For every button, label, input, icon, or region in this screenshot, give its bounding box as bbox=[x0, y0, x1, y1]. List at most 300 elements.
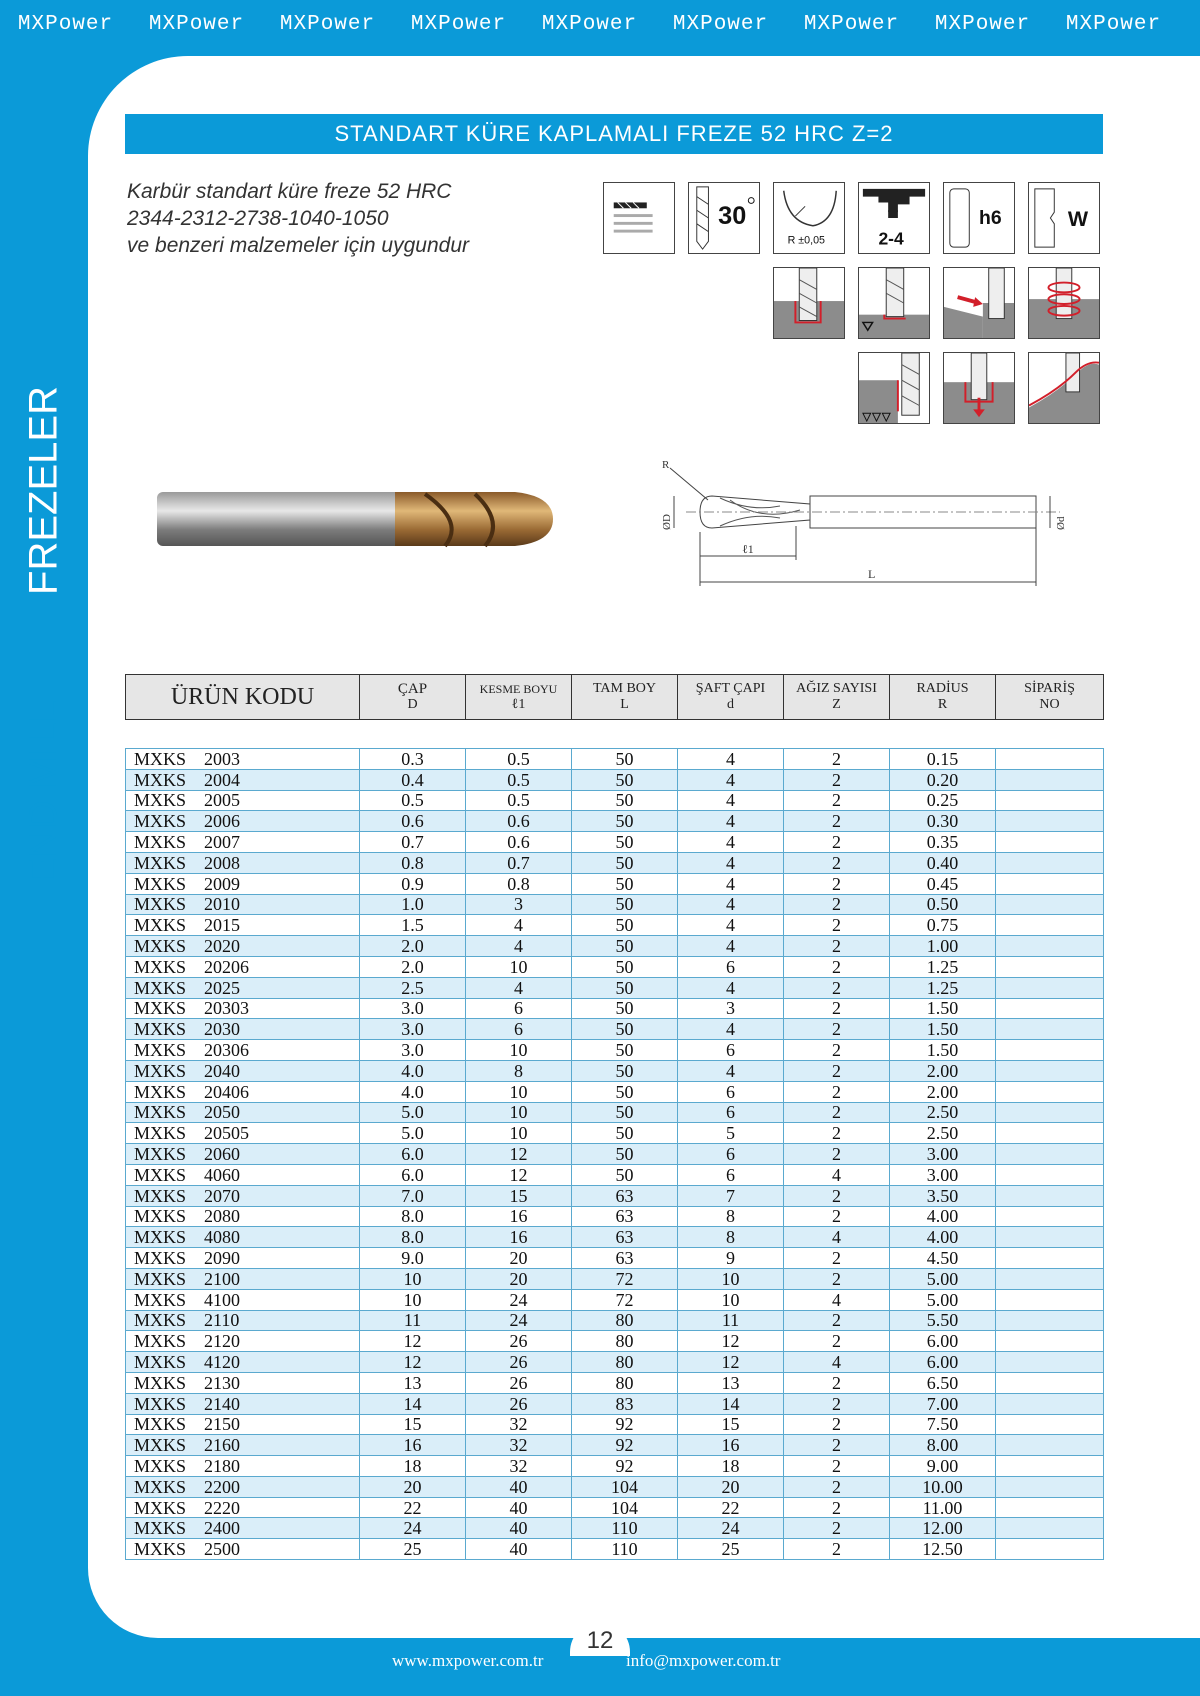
cell-code: MXKS 2220 bbox=[126, 1497, 360, 1518]
cell-radius: 4.00 bbox=[890, 1206, 996, 1227]
cell-agiz-sayisi: 2 bbox=[784, 1206, 890, 1227]
cell-kesme-boyu: 0.5 bbox=[466, 769, 572, 790]
cell-kesme-boyu: 10 bbox=[466, 1123, 572, 1144]
cell-kesme-boyu: 0.5 bbox=[466, 790, 572, 811]
cell-siparis-no[interactable] bbox=[996, 1040, 1104, 1061]
cell-tam-boy: 63 bbox=[572, 1206, 678, 1227]
page-number: 12 bbox=[570, 1622, 630, 1656]
cell-siparis-no[interactable] bbox=[996, 1289, 1104, 1310]
cell-saft-capi: 25 bbox=[678, 1539, 784, 1560]
cell-siparis-no[interactable] bbox=[996, 915, 1104, 936]
cell-siparis-no[interactable] bbox=[996, 832, 1104, 853]
cell-kesme-boyu: 6 bbox=[466, 998, 572, 1019]
table-row bbox=[126, 1040, 1104, 1061]
cell-radius: 3.50 bbox=[890, 1185, 996, 1206]
cell-code: MXKS 20306 bbox=[126, 1040, 360, 1061]
cell-tam-boy: 50 bbox=[572, 769, 678, 790]
cell-code: MXKS 2007 bbox=[126, 832, 360, 853]
cell-saft-capi: 4 bbox=[678, 769, 784, 790]
cell-cap: 3.0 bbox=[360, 998, 466, 1019]
table-row bbox=[126, 1352, 1104, 1373]
cell-cap: 1.5 bbox=[360, 915, 466, 936]
page-title: STANDART KÜRE KAPLAMALI FREZE 52 HRC Z=2 bbox=[125, 114, 1103, 154]
cell-tam-boy: 50 bbox=[572, 956, 678, 977]
cell-agiz-sayisi: 2 bbox=[784, 790, 890, 811]
cell-cap: 0.8 bbox=[360, 852, 466, 873]
cell-siparis-no[interactable] bbox=[996, 936, 1104, 957]
header-radius: RADİUS R bbox=[890, 675, 996, 720]
cell-kesme-boyu: 40 bbox=[466, 1476, 572, 1497]
cell-code: MXKS 2009 bbox=[126, 873, 360, 894]
cell-cap: 3.0 bbox=[360, 1040, 466, 1061]
slotting-icon bbox=[773, 267, 845, 339]
description-line: Karbür standart küre freze 52 HRC bbox=[127, 180, 452, 203]
cell-agiz-sayisi: 2 bbox=[784, 1123, 890, 1144]
cell-kesme-boyu: 26 bbox=[466, 1393, 572, 1414]
cell-code: MXKS 2110 bbox=[126, 1310, 360, 1331]
cell-kesme-boyu: 40 bbox=[466, 1539, 572, 1560]
cell-siparis-no[interactable] bbox=[996, 1518, 1104, 1539]
cell-radius: 0.15 bbox=[890, 749, 996, 770]
table-row bbox=[126, 1227, 1104, 1248]
table-row bbox=[126, 1539, 1104, 1560]
cell-kesme-boyu: 4 bbox=[466, 936, 572, 957]
cell-agiz-sayisi: 2 bbox=[784, 998, 890, 1019]
side-finishing-icon bbox=[858, 352, 930, 424]
cell-siparis-no[interactable] bbox=[996, 1476, 1104, 1497]
cell-siparis-no[interactable] bbox=[996, 1372, 1104, 1393]
cell-radius: 1.50 bbox=[890, 998, 996, 1019]
table-row bbox=[126, 1372, 1104, 1393]
cell-siparis-no[interactable] bbox=[996, 956, 1104, 977]
cell-kesme-boyu: 6 bbox=[466, 1019, 572, 1040]
cell-tam-boy: 92 bbox=[572, 1456, 678, 1477]
cell-cap: 6.0 bbox=[360, 1164, 466, 1185]
cell-radius: 7.00 bbox=[890, 1393, 996, 1414]
cell-agiz-sayisi: 4 bbox=[784, 1227, 890, 1248]
table-row bbox=[126, 1414, 1104, 1435]
cell-cap: 3.0 bbox=[360, 1019, 466, 1040]
cell-saft-capi: 4 bbox=[678, 894, 784, 915]
cell-cap: 12 bbox=[360, 1331, 466, 1352]
cell-siparis-no[interactable] bbox=[996, 1268, 1104, 1289]
cell-kesme-boyu: 26 bbox=[466, 1372, 572, 1393]
description-line: 2344-2312-2738-1040-1050 bbox=[127, 207, 389, 230]
cell-tam-boy: 80 bbox=[572, 1352, 678, 1373]
cell-kesme-boyu: 24 bbox=[466, 1310, 572, 1331]
cell-siparis-no[interactable] bbox=[996, 790, 1104, 811]
table-row bbox=[126, 1476, 1104, 1497]
table-row bbox=[126, 1497, 1104, 1518]
cell-cap: 15 bbox=[360, 1414, 466, 1435]
cell-radius: 11.00 bbox=[890, 1497, 996, 1518]
cell-radius: 1.25 bbox=[890, 977, 996, 998]
cell-kesme-boyu: 20 bbox=[466, 1268, 572, 1289]
cell-agiz-sayisi: 2 bbox=[784, 1185, 890, 1206]
side-labels bbox=[0, 340, 88, 900]
cell-code: MXKS 2030 bbox=[126, 1019, 360, 1040]
cell-code: MXKS 2200 bbox=[126, 1476, 360, 1497]
cell-agiz-sayisi: 2 bbox=[784, 1414, 890, 1435]
cell-code: MXKS 2010 bbox=[126, 894, 360, 915]
cell-kesme-boyu: 26 bbox=[466, 1352, 572, 1373]
cell-agiz-sayisi: 2 bbox=[784, 852, 890, 873]
cell-siparis-no[interactable] bbox=[996, 1019, 1104, 1040]
cell-siparis-no[interactable] bbox=[996, 1102, 1104, 1123]
cell-kesme-boyu: 24 bbox=[466, 1289, 572, 1310]
table-row bbox=[126, 1164, 1104, 1185]
cell-tam-boy: 63 bbox=[572, 1248, 678, 1269]
cell-code: MXKS 2150 bbox=[126, 1414, 360, 1435]
table-row bbox=[126, 894, 1104, 915]
cell-code: MXKS 2500 bbox=[126, 1539, 360, 1560]
product-description bbox=[127, 178, 469, 259]
cell-agiz-sayisi: 2 bbox=[784, 894, 890, 915]
cell-cap: 10 bbox=[360, 1268, 466, 1289]
cell-kesme-boyu: 0.8 bbox=[466, 873, 572, 894]
cell-cap: 24 bbox=[360, 1518, 466, 1539]
cell-saft-capi: 5 bbox=[678, 1123, 784, 1144]
cell-saft-capi: 20 bbox=[678, 1476, 784, 1497]
shank-type-value: W bbox=[1067, 206, 1089, 231]
brand-text: MXPower bbox=[934, 12, 1031, 36]
cell-tam-boy: 50 bbox=[572, 1081, 678, 1102]
cell-agiz-sayisi: 4 bbox=[784, 1164, 890, 1185]
cell-tam-boy: 50 bbox=[572, 1144, 678, 1165]
cell-agiz-sayisi: 2 bbox=[784, 1144, 890, 1165]
cell-siparis-no[interactable] bbox=[996, 977, 1104, 998]
cell-siparis-no[interactable] bbox=[996, 1060, 1104, 1081]
cell-code: MXKS 2130 bbox=[126, 1372, 360, 1393]
cell-siparis-no[interactable] bbox=[996, 1331, 1104, 1352]
table-row bbox=[126, 1518, 1104, 1539]
ramping-icon bbox=[943, 267, 1015, 339]
cell-saft-capi: 16 bbox=[678, 1435, 784, 1456]
cell-code: MXKS 2003 bbox=[126, 749, 360, 770]
cell-code: MXKS 20505 bbox=[126, 1123, 360, 1144]
cell-tam-boy: 83 bbox=[572, 1393, 678, 1414]
brand-text: MXPower bbox=[410, 12, 507, 36]
cell-kesme-boyu: 32 bbox=[466, 1435, 572, 1456]
radius-tolerance-icon bbox=[773, 182, 845, 254]
table-body bbox=[126, 720, 1104, 1560]
cell-tam-boy: 50 bbox=[572, 790, 678, 811]
cell-cap: 12 bbox=[360, 1352, 466, 1373]
header-siparis-no: SİPARİŞ NO bbox=[996, 675, 1104, 720]
helix-angle-value: 30 bbox=[718, 201, 747, 230]
cell-radius: 5.00 bbox=[890, 1289, 996, 1310]
cell-radius: 0.30 bbox=[890, 811, 996, 832]
cell-cap: 14 bbox=[360, 1393, 466, 1414]
table-row bbox=[126, 1123, 1104, 1144]
table-row bbox=[126, 1331, 1104, 1352]
cell-siparis-no[interactable] bbox=[996, 1206, 1104, 1227]
table-row bbox=[126, 832, 1104, 853]
cell-cap: 5.0 bbox=[360, 1123, 466, 1144]
cell-agiz-sayisi: 2 bbox=[784, 769, 890, 790]
cell-tam-boy: 50 bbox=[572, 1102, 678, 1123]
cell-siparis-no[interactable] bbox=[996, 1227, 1104, 1248]
cell-siparis-no[interactable] bbox=[996, 1185, 1104, 1206]
cell-siparis-no[interactable] bbox=[996, 894, 1104, 915]
cell-radius: 1.50 bbox=[890, 1019, 996, 1040]
cell-saft-capi: 6 bbox=[678, 956, 784, 977]
cell-radius: 3.00 bbox=[890, 1144, 996, 1165]
cell-cap: 2.0 bbox=[360, 956, 466, 977]
cell-code: MXKS 20303 bbox=[126, 998, 360, 1019]
cell-agiz-sayisi: 2 bbox=[784, 1372, 890, 1393]
cell-tam-boy: 80 bbox=[572, 1372, 678, 1393]
cell-radius: 0.75 bbox=[890, 915, 996, 936]
cell-code: MXKS 2025 bbox=[126, 977, 360, 998]
brand-text: MXPower bbox=[541, 12, 638, 36]
cell-siparis-no[interactable] bbox=[996, 769, 1104, 790]
cell-cap: 18 bbox=[360, 1456, 466, 1477]
cell-code: MXKS 2015 bbox=[126, 915, 360, 936]
cell-cap: 0.6 bbox=[360, 811, 466, 832]
table-row bbox=[126, 1019, 1104, 1040]
cell-cap: 0.5 bbox=[360, 790, 466, 811]
cell-kesme-boyu: 40 bbox=[466, 1518, 572, 1539]
table-row bbox=[126, 811, 1104, 832]
table-row bbox=[126, 1206, 1104, 1227]
table-row bbox=[126, 790, 1104, 811]
cell-tam-boy: 80 bbox=[572, 1310, 678, 1331]
cell-cap: 22 bbox=[360, 1497, 466, 1518]
cell-tam-boy: 50 bbox=[572, 915, 678, 936]
cell-kesme-boyu: 0.7 bbox=[466, 852, 572, 873]
cell-siparis-no[interactable] bbox=[996, 1123, 1104, 1144]
cell-siparis-no[interactable] bbox=[996, 1435, 1104, 1456]
cell-cap: 16 bbox=[360, 1435, 466, 1456]
shank-type-icon bbox=[1028, 182, 1100, 254]
cell-code: MXKS 2140 bbox=[126, 1393, 360, 1414]
cell-agiz-sayisi: 4 bbox=[784, 1352, 890, 1373]
cell-tam-boy: 50 bbox=[572, 1164, 678, 1185]
table-row bbox=[126, 1185, 1104, 1206]
table-row bbox=[126, 1081, 1104, 1102]
cell-saft-capi: 8 bbox=[678, 1227, 784, 1248]
cell-radius: 0.40 bbox=[890, 852, 996, 873]
cell-siparis-no[interactable] bbox=[996, 852, 1104, 873]
cell-saft-capi: 11 bbox=[678, 1310, 784, 1331]
cell-saft-capi: 13 bbox=[678, 1372, 784, 1393]
cell-cap: 9.0 bbox=[360, 1248, 466, 1269]
cell-radius: 1.25 bbox=[890, 956, 996, 977]
table-row bbox=[126, 1060, 1104, 1081]
cell-cap: 1.0 bbox=[360, 894, 466, 915]
cell-tam-boy: 50 bbox=[572, 1060, 678, 1081]
cell-siparis-no[interactable] bbox=[996, 1352, 1104, 1373]
cell-siparis-no[interactable] bbox=[996, 1164, 1104, 1185]
cell-siparis-no[interactable] bbox=[996, 1497, 1104, 1518]
cell-cap: 0.7 bbox=[360, 832, 466, 853]
cell-kesme-boyu: 0.6 bbox=[466, 832, 572, 853]
cell-cap: 7.0 bbox=[360, 1185, 466, 1206]
cell-siparis-no[interactable] bbox=[996, 1539, 1104, 1560]
cell-radius: 2.00 bbox=[890, 1081, 996, 1102]
table-row bbox=[126, 1102, 1104, 1123]
cell-radius: 5.00 bbox=[890, 1268, 996, 1289]
helix-angle-icon bbox=[688, 182, 760, 254]
cell-code: MXKS 2040 bbox=[126, 1060, 360, 1081]
cell-cap: 5.0 bbox=[360, 1102, 466, 1123]
cell-cap: 2.0 bbox=[360, 936, 466, 957]
cell-radius: 6.00 bbox=[890, 1331, 996, 1352]
cell-radius: 0.20 bbox=[890, 769, 996, 790]
cell-radius: 4.00 bbox=[890, 1227, 996, 1248]
cell-code: MXKS 2050 bbox=[126, 1102, 360, 1123]
cell-siparis-no[interactable] bbox=[996, 811, 1104, 832]
cell-cap: 6.0 bbox=[360, 1144, 466, 1165]
cell-agiz-sayisi: 2 bbox=[784, 956, 890, 977]
description-line: ve benzeri malzemeler için uygundur bbox=[127, 234, 469, 257]
cell-siparis-no[interactable] bbox=[996, 1248, 1104, 1269]
cell-saft-capi: 9 bbox=[678, 1248, 784, 1269]
cell-kesme-boyu: 40 bbox=[466, 1497, 572, 1518]
coating-icon bbox=[603, 182, 675, 254]
cell-saft-capi: 10 bbox=[678, 1268, 784, 1289]
side-label-end-mill: END MILL bbox=[21, 700, 66, 885]
brand-text: MXPower bbox=[803, 12, 900, 36]
cell-radius: 0.50 bbox=[890, 894, 996, 915]
cell-saft-capi: 12 bbox=[678, 1331, 784, 1352]
cell-code: MXKS 2400 bbox=[126, 1518, 360, 1539]
cell-kesme-boyu: 8 bbox=[466, 1060, 572, 1081]
cell-tam-boy: 92 bbox=[572, 1435, 678, 1456]
cell-code: MXKS 4060 bbox=[126, 1164, 360, 1185]
cell-kesme-boyu: 4 bbox=[466, 915, 572, 936]
cell-cap: 20 bbox=[360, 1476, 466, 1497]
cell-kesme-boyu: 16 bbox=[466, 1227, 572, 1248]
table-row bbox=[126, 852, 1104, 873]
table-row bbox=[126, 1393, 1104, 1414]
cell-tam-boy: 104 bbox=[572, 1497, 678, 1518]
brand-text: MXPower bbox=[279, 12, 376, 36]
cell-tam-boy: 63 bbox=[572, 1227, 678, 1248]
footer-email[interactable]: info@mxpower.com.tr bbox=[626, 1651, 781, 1670]
shank-tolerance-icon bbox=[943, 182, 1015, 254]
cell-code: MXKS 2008 bbox=[126, 852, 360, 873]
cell-saft-capi: 14 bbox=[678, 1393, 784, 1414]
cell-kesme-boyu: 15 bbox=[466, 1185, 572, 1206]
table-row bbox=[126, 769, 1104, 790]
cell-radius: 6.00 bbox=[890, 1352, 996, 1373]
cell-code: MXKS 4100 bbox=[126, 1289, 360, 1310]
cell-agiz-sayisi: 2 bbox=[784, 1040, 890, 1061]
cell-tam-boy: 50 bbox=[572, 1123, 678, 1144]
cell-code: MXKS 20406 bbox=[126, 1081, 360, 1102]
cell-kesme-boyu: 12 bbox=[466, 1164, 572, 1185]
cell-saft-capi: 4 bbox=[678, 977, 784, 998]
table-row bbox=[126, 1289, 1104, 1310]
cell-tam-boy: 50 bbox=[572, 1040, 678, 1061]
cell-saft-capi: 4 bbox=[678, 1019, 784, 1040]
cell-saft-capi: 15 bbox=[678, 1414, 784, 1435]
cell-siparis-no[interactable] bbox=[996, 1393, 1104, 1414]
cell-code: MXKS 20206 bbox=[126, 956, 360, 977]
cell-agiz-sayisi: 2 bbox=[784, 1476, 890, 1497]
table-row bbox=[126, 873, 1104, 894]
brand-text: MXPower bbox=[17, 12, 114, 36]
cell-siparis-no[interactable] bbox=[996, 1144, 1104, 1165]
table-row bbox=[126, 1268, 1104, 1289]
cell-tam-boy: 50 bbox=[572, 936, 678, 957]
cell-agiz-sayisi: 2 bbox=[784, 1081, 890, 1102]
helical-interpolation-icon bbox=[1028, 267, 1100, 339]
cell-cap: 0.4 bbox=[360, 769, 466, 790]
header-kesme-boyu: KESME BOYU ℓ1 bbox=[466, 675, 572, 720]
cell-tam-boy: 92 bbox=[572, 1414, 678, 1435]
cell-kesme-boyu: 0.5 bbox=[466, 749, 572, 770]
cell-saft-capi: 4 bbox=[678, 915, 784, 936]
cell-radius: 6.50 bbox=[890, 1372, 996, 1393]
cell-radius: 1.00 bbox=[890, 936, 996, 957]
cell-cap: 13 bbox=[360, 1372, 466, 1393]
cell-agiz-sayisi: 2 bbox=[784, 811, 890, 832]
cell-agiz-sayisi: 2 bbox=[784, 1102, 890, 1123]
cell-saft-capi: 12 bbox=[678, 1352, 784, 1373]
drawing-label-l: L bbox=[868, 567, 876, 581]
plunging-icon bbox=[943, 352, 1015, 424]
table-row bbox=[126, 1435, 1104, 1456]
table-row bbox=[126, 1144, 1104, 1165]
cell-cap: 2.5 bbox=[360, 977, 466, 998]
cell-siparis-no[interactable] bbox=[996, 873, 1104, 894]
cell-radius: 0.35 bbox=[890, 832, 996, 853]
cell-agiz-sayisi: 2 bbox=[784, 977, 890, 998]
shoulder-milling-icon bbox=[858, 267, 930, 339]
cell-kesme-boyu: 26 bbox=[466, 1331, 572, 1352]
cell-code: MXKS 4080 bbox=[126, 1227, 360, 1248]
cell-saft-capi: 6 bbox=[678, 1144, 784, 1165]
header-urun-kodu: ÜRÜN KODU bbox=[126, 675, 360, 720]
cell-saft-capi: 22 bbox=[678, 1497, 784, 1518]
cell-cap: 8.0 bbox=[360, 1206, 466, 1227]
cell-agiz-sayisi: 2 bbox=[784, 1518, 890, 1539]
cell-siparis-no[interactable] bbox=[996, 998, 1104, 1019]
side-label-frezeler: FREZELER bbox=[21, 386, 66, 595]
footer-website[interactable]: www.mxpower.com.tr bbox=[392, 1651, 544, 1670]
cell-agiz-sayisi: 2 bbox=[784, 1539, 890, 1560]
shank-tolerance-value: h6 bbox=[979, 206, 1002, 229]
cell-cap: 4.0 bbox=[360, 1081, 466, 1102]
table-row bbox=[126, 936, 1104, 957]
cell-tam-boy: 80 bbox=[572, 1331, 678, 1352]
tool-photo bbox=[155, 482, 555, 556]
cell-agiz-sayisi: 2 bbox=[784, 749, 890, 770]
cell-radius: 9.00 bbox=[890, 1456, 996, 1477]
table-row bbox=[126, 1456, 1104, 1477]
cell-siparis-no[interactable] bbox=[996, 1456, 1104, 1477]
flutes-icon bbox=[858, 182, 930, 254]
cell-tam-boy: 50 bbox=[572, 873, 678, 894]
cell-tam-boy: 50 bbox=[572, 894, 678, 915]
cell-siparis-no[interactable] bbox=[996, 749, 1104, 770]
cell-saft-capi: 4 bbox=[678, 1060, 784, 1081]
cell-code: MXKS 2020 bbox=[126, 936, 360, 957]
cell-radius: 1.50 bbox=[890, 1040, 996, 1061]
table-row bbox=[126, 977, 1104, 998]
cell-tam-boy: 50 bbox=[572, 832, 678, 853]
cell-siparis-no[interactable] bbox=[996, 1310, 1104, 1331]
header-saft-capi: ŞAFT ÇAPI d bbox=[678, 675, 784, 720]
table-row bbox=[126, 1248, 1104, 1269]
cell-siparis-no[interactable] bbox=[996, 1414, 1104, 1435]
cell-kesme-boyu: 32 bbox=[466, 1456, 572, 1477]
cell-siparis-no[interactable] bbox=[996, 1081, 1104, 1102]
cell-cap: 11 bbox=[360, 1310, 466, 1331]
